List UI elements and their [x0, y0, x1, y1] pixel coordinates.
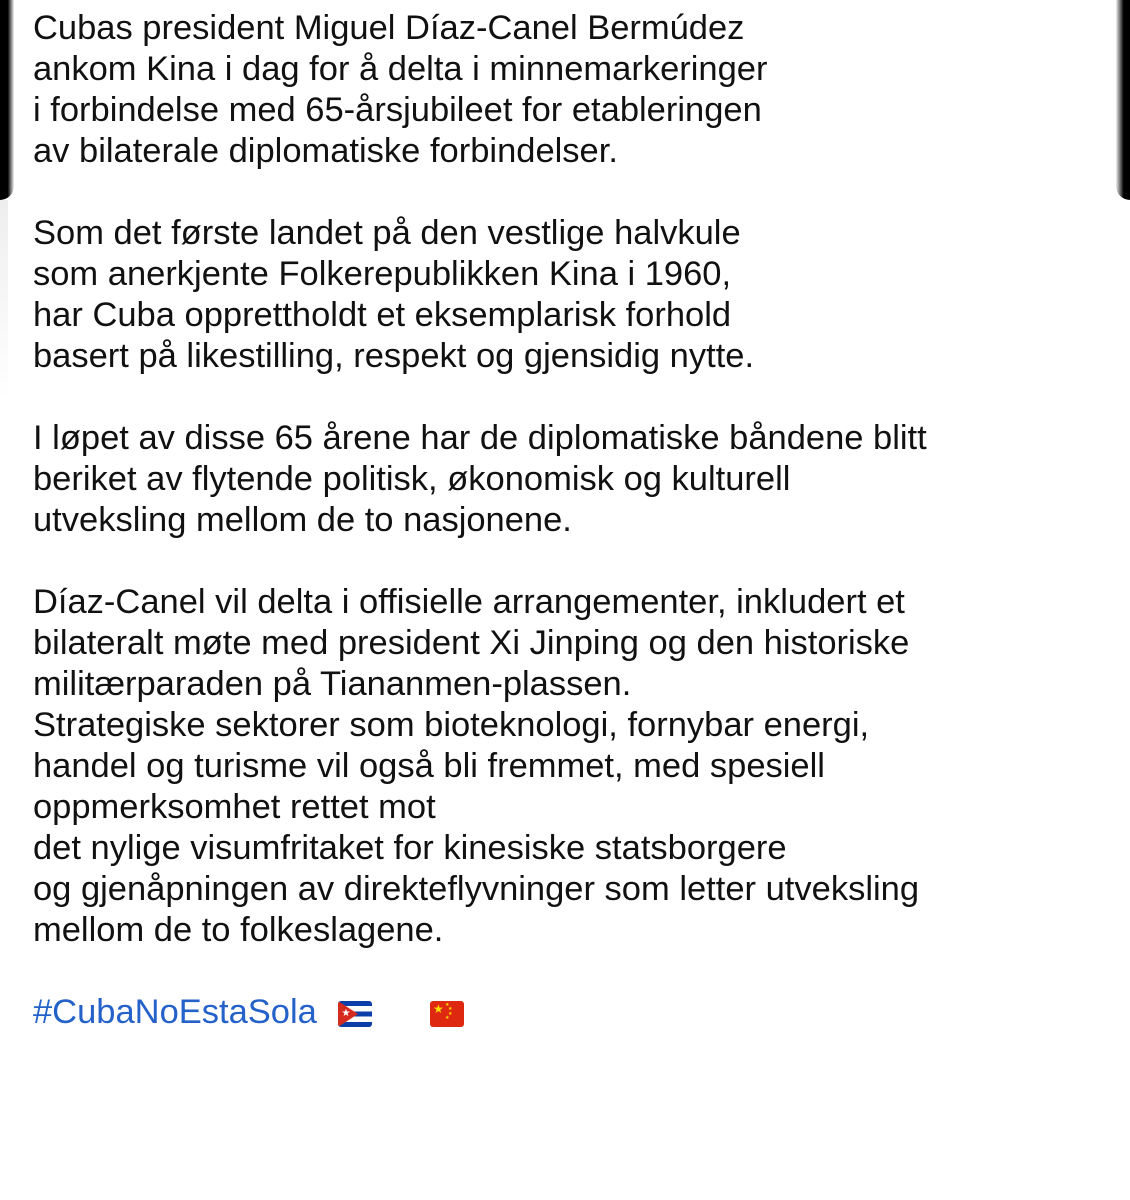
post-line: som anerkjente Folkerepublikken Kina i 1960, [33, 255, 732, 293]
left-edge-shadow [0, 0, 14, 200]
post-line: I løpet av disse 65 årene har de diplomatiske båndene blitt [33, 419, 927, 457]
post-line: det nylige visumfritaket for kinesiske statsborgere [33, 829, 787, 867]
right-edge-shadow [1116, 0, 1130, 200]
paragraph-3 [33, 418, 1113, 541]
post-line: basert på likestilling, respekt og gjensidig nytte. [33, 337, 755, 375]
post-line: og gjenåpningen av direkteflyvninger som letter utveksling [33, 870, 920, 908]
paragraph-spacer [33, 377, 1113, 418]
post-line: bilateralt møte med president Xi Jinping og den historiske [33, 624, 910, 662]
paragraph-spacer [33, 541, 1113, 582]
post-body [33, 8, 1113, 1033]
paragraph-1 [33, 8, 1113, 172]
post-line: handel og turisme vil også bli fremmet, med spesiell [33, 747, 825, 785]
left-edge-fade [0, 200, 8, 400]
post-line: har Cuba opprettholdt et eksemplarisk forhold [33, 296, 732, 334]
post-line: Som det første landet på den vestlige halvkule [33, 214, 741, 252]
hashtag-link[interactable]: #CubaNoEstaSola [33, 993, 317, 1031]
paragraph-spacer [33, 951, 1113, 992]
post-line: av bilaterale diplomatiske forbindelser. [33, 132, 618, 170]
post-line: i forbindelse med 65-årsjubileet for etableringen [33, 91, 762, 129]
post-line: Díaz-Canel vil delta i offisielle arrangementer, inkludert et [33, 583, 905, 621]
post-line: mellom de to folkeslagene. [33, 911, 444, 949]
post-line: militærparaden på Tiananmen-plassen. [33, 665, 632, 703]
cuba-flag-icon: ★ [338, 1001, 372, 1027]
paragraph-2 [33, 213, 1113, 377]
post-line: oppmerksomhet rettet mot [33, 788, 436, 826]
post-line: ankom Kina i dag for å delta i minnemarkeringer [33, 50, 768, 88]
post-line: Strategiske sektorer som bioteknologi, fornybar energi, [33, 706, 870, 744]
paragraph-4 [33, 582, 1113, 951]
hashtag-row [33, 992, 1113, 1033]
china-flag-icon: ★ ★ ★ ★ ★ [430, 1001, 464, 1027]
post-line: beriket av flytende politisk, økonomisk og kulturell [33, 460, 791, 498]
paragraph-spacer [33, 172, 1113, 213]
post-line: Cubas president Miguel Díaz-Canel Bermúdez [33, 9, 745, 47]
post-line: utveksling mellom de to nasjonene. [33, 501, 572, 539]
